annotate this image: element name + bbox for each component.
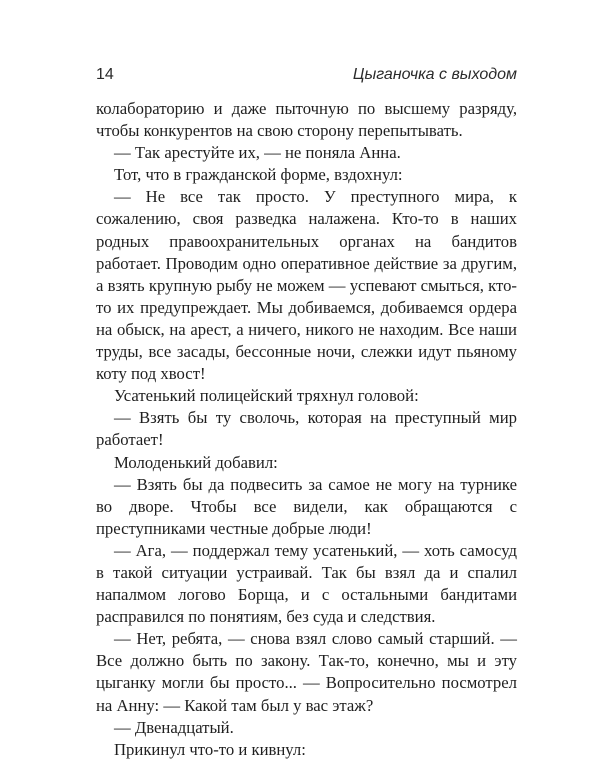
- paragraph: — Взять бы да подвесить за самое не могу на турнике во дворе. Чтобы все видели, как обращаются с преступниками честные добрые люди!: [96, 474, 517, 538]
- paragraph: колабораторию и даже пыточную по высшему разряду, чтобы конкурентов на свою сторону перепытывать.: [96, 99, 517, 141]
- running-title: Цыганочка с выходом: [352, 66, 517, 83]
- paragraph: Усатенький полицейский тряхнул головой:: [114, 386, 419, 406]
- paragraph: — Так арестуйте их, — не поняла Анна.: [114, 143, 401, 163]
- paragraph: Молоденький добавил:: [114, 452, 278, 472]
- paragraph: Прикинул что-то и кивнул:: [114, 739, 306, 759]
- paragraph: — Взять бы ту сволочь, которая на преступный мир работает!: [96, 408, 517, 450]
- paragraph: — Не все так просто. У преступного мира, к сожалению, своя разведка налажена. Кто-то в наших родных правоохранительных органах на бандитов работает. Проводим одно оперативное действие за другим, а взять крупную рыбу не можем — успевают смыться, кто-то их предупреждает. Мы добиваемся, добиваемся ордера на обыск, на арест, а ничего, никого не находим. Все наши труды, все засады, бессонные ночи, слежки идут пьяному коту под хвост!: [96, 187, 517, 384]
- page-header: [96, 62, 517, 88]
- page-number: 14: [96, 66, 114, 83]
- body-text: [96, 98, 517, 761]
- paragraph: Тот, что в гражданской форме, вздохнул:: [114, 165, 403, 185]
- paragraph: — Ага, — поддержал тему усатенький, — хоть самосуд в такой ситуации устраивай. Так бы взял да и спалил напалмом логово Борща, и с остальными бандитами расправился по понятиям, без суда и следствия.: [96, 540, 517, 627]
- paragraph: — Двенадцатый.: [114, 717, 234, 737]
- book-page: [96, 62, 517, 759]
- paragraph: — Нет, ребята, — снова взял слово самый старший. — Все должно быть по закону. Так-то, конечно, мы и эту цыганку могли бы просто... — Вопросительно посмотрел на Анну: — Какой там был у вас этаж?: [96, 629, 517, 715]
